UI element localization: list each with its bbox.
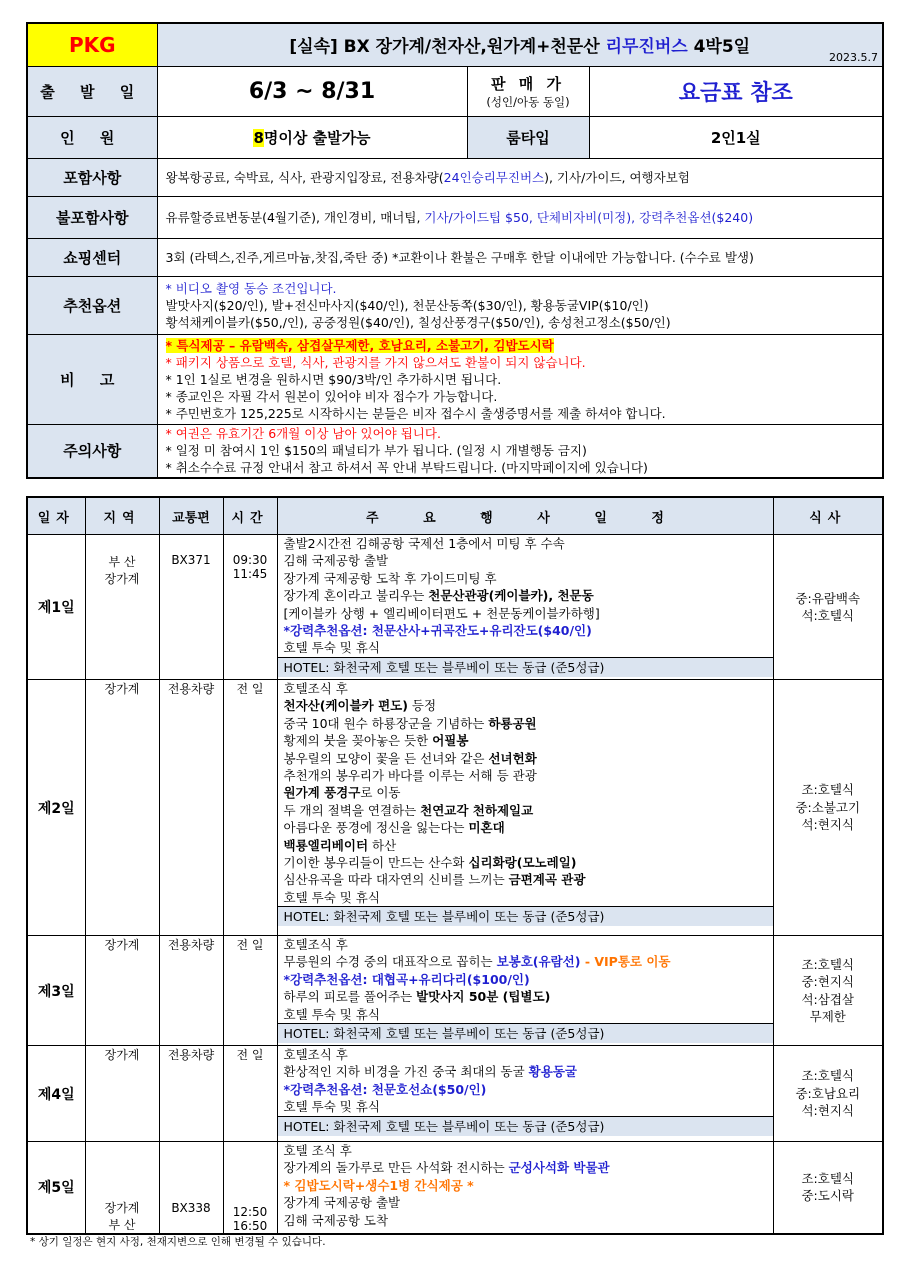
- d5-l2: [284, 1159, 773, 1176]
- d2-l11b: 십리화랑(모노레일): [468, 855, 577, 871]
- day5-row: [27, 1142, 883, 1234]
- d1-meal2: 석:호텔식: [801, 608, 854, 623]
- notice-value: [157, 424, 883, 478]
- day1-transport: BX371: [159, 535, 223, 680]
- remarks-label: 비 고: [27, 334, 157, 424]
- price-value: 요금표 참조: [589, 66, 883, 116]
- day3-area: 장가계: [85, 936, 159, 1046]
- d2-l10a: 백룡엘리베이터: [283, 837, 369, 853]
- remarks-line2: * 패키지 상품으로 호텔, 식사, 관광지를 가지 않으셔도 환불이 되지 않습니다.: [165, 354, 586, 370]
- options-line2: 발맛사지($20/인), 발+전신마사지($40/인), 천문산동쪽($30/인), 황용동굴VIP($10/인): [165, 297, 649, 313]
- d1-meal1: 중:유람백속: [795, 590, 861, 606]
- d2-l13: 호텔 투숙 및 휴식: [283, 889, 380, 905]
- day4-time: 전 일: [223, 1046, 277, 1142]
- excluded-b: 기사/가이드팁 $50, 단체비자비(미정), 강력추천옵션($240): [424, 209, 754, 225]
- day5-itinerary: [277, 1142, 773, 1234]
- day4-itinerary: [277, 1046, 773, 1142]
- d5-l3: * 김밥도시락+생수1병 간식제공 *: [283, 1177, 474, 1193]
- d4-l2a: 환상적인 지하 비경을 가진 중국 최대의 동굴: [283, 1064, 529, 1080]
- d1-l5: [케이블카 상행 + 엘리베이터편도 + 천문동케이블카하행]: [283, 605, 600, 621]
- title-part1: [실속] BX 장가계/천자산,원가계+천문산: [289, 37, 606, 58]
- d2-l2a: 천자산(케이블카 편도): [283, 698, 408, 714]
- d1-l1: 출발2시간전 김해공항 국제선 1층에서 미팅 후 수속: [283, 536, 565, 551]
- d5-l2a: 장가계의 돌가루로 만든 사석화 전시하는: [283, 1160, 509, 1176]
- d2-l6: 추천개의 봉우리가 바다를 이루는 서해 등 관광: [283, 768, 537, 784]
- d3-l2a: 무릉원의 수경 중의 대표작으로 꼽히는: [283, 954, 497, 970]
- d2-l2b: 등정: [407, 698, 437, 714]
- shopping-value: 3회 (라텍스,진주,게르마늄,찻집,죽탄 중) *교환이나 환불은 구매후 한달 이내에만 가능합니다. (수수료 발생): [157, 238, 883, 276]
- remarks-line3: * 1인 1실로 변경을 원하시면 $90/3박/인 추가하시면 됩니다.: [165, 371, 502, 387]
- included-b: 24인승리무진버스: [443, 169, 545, 185]
- d3-meal1: 조:호텔식: [801, 956, 854, 972]
- room-label: 룸타입: [467, 116, 589, 158]
- day1-time: [223, 535, 277, 680]
- d3-l4b: 발맛사지 50분: [416, 989, 499, 1005]
- day3-itinerary: [277, 936, 773, 1046]
- day1-label: 제1일: [27, 535, 85, 680]
- shopping-label: 쇼핑센터: [27, 238, 157, 276]
- d2-l3b: 하룡공원: [488, 715, 537, 731]
- day1-area: [85, 535, 159, 680]
- day2-time: 전 일: [223, 680, 277, 936]
- title-part2: 4박5일: [687, 37, 751, 58]
- d3-l1: 호텔조식 후: [283, 937, 348, 952]
- d2-l7: [284, 784, 773, 801]
- hdr-meals: 식사: [773, 497, 883, 535]
- d3-hotel: HOTEL: 화천국제 호텔 또는 블루베이 또는 동급 (준5성급): [278, 1023, 773, 1043]
- day2-transport: 전용차량: [159, 680, 223, 936]
- remarks-line1-text: * 특식제공 – 유람백속, 삼겹살무제한, 호남요리, 소불고기, 김밥도시락: [165, 337, 554, 353]
- d2-l4: [284, 732, 773, 749]
- day5-time2: 16:50: [232, 1218, 268, 1233]
- d5-l1: 호텔 조식 후: [283, 1143, 352, 1158]
- d2-l12: [284, 871, 773, 888]
- d3-meal3: 석:삼겹살: [801, 991, 854, 1007]
- d2-l11a: 기이한 봉우리들이 만드는 산수화: [283, 855, 469, 871]
- price-label: 판 매 가: [491, 74, 565, 93]
- d3-l2: [284, 953, 773, 970]
- day1-row: [27, 535, 883, 680]
- excluded-label: 불포함사항: [27, 196, 157, 238]
- day5-time1: 12:50: [232, 1204, 268, 1219]
- d1-hotel: HOTEL: 화천국제 호텔 또는 블루베이 또는 동급 (준5성급): [278, 657, 773, 677]
- day2-area: 장가계: [85, 680, 159, 936]
- d5-meal1: 조:호텔식: [801, 1170, 854, 1186]
- day1-area1: 부 산: [108, 555, 136, 569]
- day2-meals: [773, 680, 883, 936]
- excluded-a: 유류할증료변동분(4월기준), 개인경비, 매너팁,: [165, 209, 425, 225]
- notice-line3: * 취소수수료 규정 안내서 참고 하셔서 꼭 안내 부탁드립니다. (마지막페이지에 있습니다): [165, 460, 648, 476]
- notice-label: 주의사항: [27, 424, 157, 478]
- options-line1: * 비디오 촬영 동승 조건입니다.: [165, 280, 337, 296]
- price-label-cell: [467, 66, 589, 116]
- day4-meals: [773, 1046, 883, 1142]
- doc-date: 2023.5.7: [829, 50, 878, 64]
- d2-l4b: 어필봉: [432, 733, 469, 749]
- day4-transport: 전용차량: [159, 1046, 223, 1142]
- day1-time1: 09:30: [232, 553, 268, 567]
- d2-l8a: 두 개의 절벽을 연결하는: [283, 802, 421, 818]
- d1-l6: *강력추천옵션: 천문산사+귀곡잔도+유리잔도($40/인): [283, 623, 592, 639]
- d4-l2b: 황용동굴: [528, 1064, 577, 1080]
- day1-time2: 11:45: [232, 567, 268, 581]
- people-num: 8: [253, 128, 264, 147]
- people-label: 인 원: [27, 116, 157, 158]
- d2-l10: [284, 837, 773, 854]
- day1-itinerary: [277, 535, 773, 680]
- d2-l4a: 황제의 붓을 꽂아놓은 듯한: [283, 733, 433, 749]
- d1-l4b: 천문산관광(케이블카), 천문동: [428, 588, 594, 604]
- d2-l7b: 로 이동: [360, 785, 401, 801]
- hdr-area: 지역: [85, 497, 159, 535]
- remarks-value: [157, 334, 883, 424]
- d2-l5: [284, 750, 773, 767]
- d1-l4: [284, 587, 773, 604]
- included-c: ), 기사/가이드, 여행자보험: [544, 169, 690, 185]
- remarks-line5: * 주민번호가 125,225로 시작하시는 분들은 비자 접수시 출생증명서를 제출 하셔야 합니다.: [165, 405, 666, 421]
- d2-meal2: 중:소불고기: [795, 799, 861, 815]
- day3-transport: 전용차량: [159, 936, 223, 1046]
- d2-l9: [284, 819, 773, 836]
- included-label: 포함사항: [27, 158, 157, 196]
- d2-l1: 호텔조식 후: [283, 681, 348, 696]
- hdr-time: 시간: [223, 497, 277, 535]
- d2-meal1: 조:호텔식: [801, 782, 854, 798]
- day2-label: 제2일: [27, 680, 85, 936]
- d3-meal4: 무제한: [809, 1009, 846, 1024]
- d2-l9a: 아름다운 풍경에 정신을 잃는다는: [283, 820, 469, 836]
- d5-l4: 장가계 국제공항 출발: [283, 1195, 401, 1211]
- departure-label: 출 발 일: [27, 66, 157, 116]
- page-title: [157, 23, 883, 66]
- d1-l3: 장가계 국제공항 도착 후 가이드미팅 후: [283, 570, 497, 586]
- remarks-line4: * 종교인은 자필 각서 원본이 있어야 비자 접수가 가능합니다.: [165, 388, 498, 404]
- day5-time: [223, 1142, 277, 1234]
- departure-value: 6/3 ~ 8/31: [157, 66, 467, 116]
- day2-itinerary: [277, 680, 773, 936]
- included-value: [157, 158, 883, 196]
- d4-l2: [284, 1063, 773, 1080]
- schedule-table: [26, 496, 884, 1235]
- d3-l3: *강력추천옵션: 대협곡+유리다리($100/인): [283, 971, 530, 987]
- info-table: [26, 22, 884, 479]
- d4-meal3: 석:현지식: [801, 1103, 854, 1119]
- d4-meal1: 조:호텔식: [801, 1068, 854, 1084]
- day4-row: [27, 1046, 883, 1142]
- d2-l10b: 하산: [368, 837, 397, 853]
- options-label: 추천옵션: [27, 276, 157, 334]
- remarks-line1: [166, 337, 883, 354]
- d2-l5b: 선녀헌화: [488, 750, 537, 766]
- day5-meals: [773, 1142, 883, 1234]
- day4-label: 제4일: [27, 1046, 85, 1142]
- price-sub: (성인/아동 동일): [486, 94, 570, 109]
- day2-row: [27, 680, 883, 936]
- hdr-itinerary: 주 요 행 사 일 정: [277, 497, 773, 535]
- d2-l11: [284, 854, 773, 871]
- day5-label: 제5일: [27, 1142, 85, 1234]
- people-rest: 명이상 출발가능: [263, 128, 371, 147]
- footnote: * 상기 일정은 현지 사정, 천재지변으로 인해 변경될 수 있습니다.: [30, 1236, 326, 1248]
- room-value: 2인1실: [589, 116, 883, 158]
- d2-hotel: HOTEL: 화천국제 호텔 또는 블루베이 또는 동급 (준5성급): [278, 906, 773, 926]
- hdr-day: 일자: [27, 497, 85, 535]
- d1-l7: 호텔 투숙 및 휴식: [283, 640, 380, 656]
- d2-l5a: 봉우릴의 모양이 꽃을 든 선녀와 같은: [283, 750, 489, 766]
- d1-l2: 김해 국제공항 출발: [283, 553, 389, 569]
- d4-meal2: 중:호남요리: [795, 1085, 861, 1101]
- day3-meals: [773, 936, 883, 1046]
- d2-l9b: 미혼대: [468, 820, 505, 836]
- d2-l8b: 천연교각 천하제일교: [420, 802, 534, 818]
- d3-l4a: 하루의 피로를 풀어주는: [283, 989, 417, 1005]
- day4-area: 장가계: [85, 1046, 159, 1142]
- d2-l3a: 중국 10대 원수 하룡장군을 기념하는: [283, 715, 489, 731]
- schedule-header: [27, 497, 883, 535]
- d2-l3: [284, 715, 773, 732]
- pkg-label: PKG: [27, 23, 157, 66]
- d2-l7a: 원가계 풍경구: [283, 785, 361, 801]
- excluded-value: [157, 196, 883, 238]
- d2-meal3: 석:현지식: [801, 817, 854, 833]
- day1-meals: [773, 535, 883, 680]
- title-highlight: 리무진버스: [605, 37, 688, 58]
- day5-area2: 부 산: [108, 1217, 136, 1232]
- d3-meal2: 중:현지식: [801, 974, 854, 989]
- notice-line2: * 일정 미 참여시 1인 $150의 패널티가 부가 됩니다. (일정 시 개별행동 금지): [165, 443, 587, 459]
- options-line3: 황석채케이블카($50,/인), 공중정원($40/인), 칠성산풍경구($50/인), 송성천고정소($50/인): [165, 314, 671, 330]
- d2-l2: [284, 697, 773, 714]
- d3-l4: [284, 988, 773, 1005]
- day3-row: [27, 936, 883, 1046]
- d2-l8: [284, 802, 773, 819]
- hdr-transport: 교통편: [159, 497, 223, 535]
- day5-area: [85, 1142, 159, 1234]
- day1-area2: 장가계: [104, 572, 140, 586]
- day3-label: 제3일: [27, 936, 85, 1046]
- options-value: [157, 276, 883, 334]
- d5-l2b: 군성사석화 박물관: [508, 1160, 610, 1176]
- included-a: 왕복항공료, 숙박료, 식사, 관광지입장료, 전용차량(: [165, 169, 444, 185]
- d4-hotel: HOTEL: 화천국제 호텔 또는 블루베이 또는 동급 (준5성급): [278, 1116, 773, 1136]
- d5-l5: 김해 국제공항 도착: [283, 1212, 389, 1228]
- people-value: [157, 116, 467, 158]
- d4-l4: 호텔 투숙 및 휴식: [283, 1099, 380, 1115]
- d3-l5: 호텔 투숙 및 휴식: [283, 1006, 380, 1022]
- notice-line1: * 여권은 유효기간 6개월 이상 남아 있어야 됩니다.: [165, 426, 441, 442]
- d2-l12b: 금편계곡 관광: [508, 872, 586, 888]
- d5-meal2: 중:도시락: [801, 1188, 854, 1204]
- d3-l2b: 보봉호(유람선): [496, 954, 581, 970]
- day5-transport: BX338: [159, 1142, 223, 1234]
- day3-time: 전 일: [223, 936, 277, 1046]
- d2-l12a: 심산유곡을 따라 대자연의 신비를 느끼는: [283, 872, 509, 888]
- d3-l4c: (팁별도): [498, 989, 551, 1005]
- day5-area1: 장가계: [104, 1200, 140, 1215]
- d4-l3: *강력추천옵션: 천문호선쇼($50/인): [283, 1081, 487, 1097]
- d1-l4a: 장가계 혼이라고 불리우는: [283, 588, 429, 604]
- d3-l2c: - VIP통로 이동: [580, 954, 671, 970]
- d4-l1: 호텔조식 후: [283, 1047, 348, 1062]
